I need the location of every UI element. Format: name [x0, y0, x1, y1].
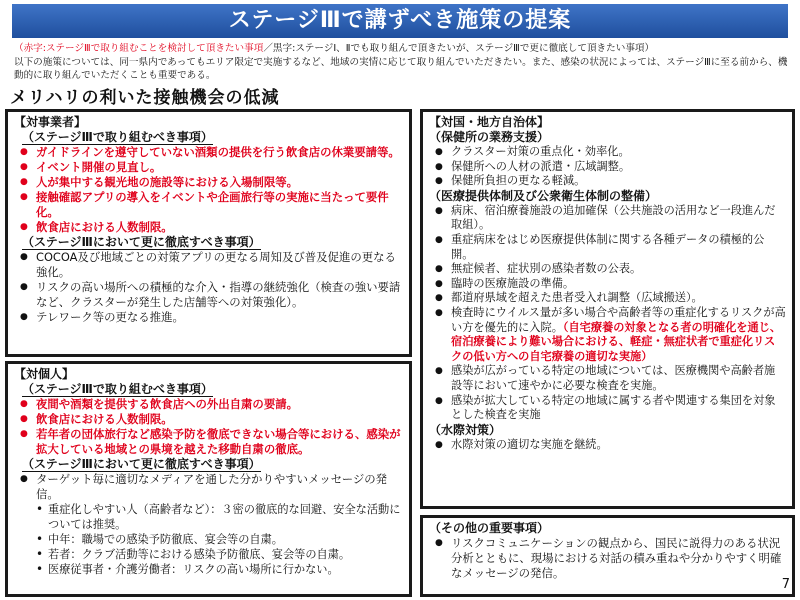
list-item: • 中年：職場での感染予防徹底、宴会等の自粛。 [14, 532, 403, 547]
government-panel [420, 109, 795, 509]
list-item: ● 若年者の団体旅行など感染予防を徹底できない場合等における、感染が拡大している地域との県境を越えた移動自粛の徹底。 [14, 427, 403, 457]
list-item: ● 人が集中する観光地の施設等における入場制限等。 [14, 175, 403, 190]
list-item: ● イベント開催の見直し。 [14, 160, 403, 175]
list-item: ● 感染が拡大している特定の地域に属する者や関連する集団を対象とした検査を実施 [429, 394, 786, 423]
list-item: ● COCOA及び地域ごとの対策アプリの更なる周知及び普及促進の更なる強化。 [14, 250, 403, 280]
border-heading: （水際対策） [429, 422, 502, 437]
individual-further-heading: （ステージⅢにおいて更に徹底すべき事項） [22, 457, 261, 471]
list-item: ● 夜間や酒類を提供する飲食店への外出自粛の要請。 [14, 397, 403, 412]
legend-red-text: （赤字:ステージⅢで取り組むことを検討して頂きたい事項 [14, 43, 264, 54]
page-number: 7 [781, 577, 790, 592]
business-stage3-heading: （ステージⅢで取り組むべき事項） [22, 130, 213, 144]
government-header: 【対国・地方自治体】 [429, 115, 550, 129]
other-list [429, 536, 786, 581]
medical-list [429, 204, 786, 423]
health-center-heading: （保健所の業務支援） [429, 130, 550, 144]
other-panel [420, 515, 795, 597]
list-item: ● 無症候者、症状別の感染者数の公表。 [429, 262, 786, 277]
list-item: ● 重症病床をはじめ医療提供体制に関する各種データの積極的公開。 [429, 233, 786, 262]
list-item: ● 飲食店における人数制限。 [14, 412, 403, 427]
intro-text: 以下の施策については、同一県内であってもエリア限定で実施するなど、地域の実情に応じて取り組んでいただきたい。また、感染の状況によっては、ステージⅢに至る前から、機動的に取り組んでいただくことも重要である。 [14, 57, 788, 81]
list-item: ● 保健所負担の更なる軽減。 [429, 174, 786, 189]
home-care-red-text: （自宅療養の対象となる者の明確化を通じ、宿泊療養により難い場合における、軽症・無症状者で重症化リスクの低い方への自宅療養の適切な実施） [451, 320, 782, 363]
list-item: ● ターゲット毎に適切なメディアを通した分かりやすいメッセージの発信。 [14, 472, 403, 502]
legend-black-text: ／黒字:ステージⅠ、Ⅱでも取り組んで頂きたいが、ステージⅢで更に徹底して頂きたい事項） [263, 43, 655, 54]
medical-heading: （医療提供体制及び公衆衛生体制の整備） [429, 188, 658, 203]
other-header: （その他の重要事項） [429, 521, 550, 535]
list-item: ● 病床、宿泊療養施設の追加確保（公共施設の活用など一段進んだ取組）。 [429, 204, 786, 233]
list-item: ● 保健所への人材の派遣・広域調整。 [429, 160, 786, 175]
individual-sub-list [14, 502, 403, 577]
business-red-list [14, 145, 403, 235]
individual-red-list [14, 397, 403, 457]
list-item: ● 都道府県域を超えた患者受入れ調整（広域搬送）。 [429, 291, 786, 306]
list-item: ● ガイドラインを遵守していない酒類の提供を行う飲食店の休業要請等。 [14, 145, 403, 160]
list-item: ● 飲食店における人数制限。 [14, 220, 403, 235]
border-list [429, 438, 786, 453]
list-item: ● リスクコミュニケーションの観点から、国民に説得力のある状況分析とともに、現場における対話の積み重ねや分かりやすく明確なメッセージの発信。 [429, 536, 786, 581]
list-item: • 若者：クラブ活動等における感染予防徹底、宴会等の自粛。 [14, 547, 403, 562]
individual-header: 【対個人】 [14, 367, 75, 381]
section-subtitle: メリハリの利いた接触機会の低減 [10, 83, 280, 111]
individual-panel [5, 361, 412, 597]
business-header: 【対事業者】 [14, 115, 87, 129]
priority-text: 検査時にウイルス量が多い場合や高齢者等の重症化するリスクが高い方を優先的に入院。 [451, 305, 786, 334]
page-title: ステージⅢで講ずべき施策の提案 [12, 4, 788, 38]
list-item: ● 臨時の医療施設の準備。 [429, 277, 786, 292]
business-black-list [14, 250, 403, 325]
business-further-heading: （ステージⅢにおいて更に徹底すべき事項） [22, 235, 261, 249]
individual-black-list [14, 472, 403, 502]
list-item: ● 水際対策の適切な実施を継続。 [429, 438, 786, 453]
list-item: • 重症化しやすい人（高齢者など）：３密の徹底的な回避、安全な活動については推奨。 [14, 502, 403, 532]
health-center-list [429, 145, 786, 189]
list-item: ● クラスター対策の重点化・効率化。 [429, 145, 786, 160]
list-item: ● リスクの高い場所への積極的な介入・指導の継続強化（検査の強い要請など、クラスターが発生した店舗等への対策強化）。 [14, 280, 403, 310]
list-item [429, 306, 786, 364]
business-panel [5, 109, 412, 357]
individual-stage3-heading: （ステージⅢで取り組むべき事項） [22, 382, 213, 396]
list-item: ● 感染が広がっている特定の地域については、医療機関や高齢者施設等において速やかに必要な検査を実施。 [429, 364, 786, 393]
list-item: • 医療従事者・介護労働者：リスクの高い場所に行かない。 [14, 562, 403, 577]
list-item: ● 接触確認アプリの導入をイベントや企画旅行等の実施に当たって要件化。 [14, 190, 403, 220]
color-legend [14, 42, 790, 55]
list-item: ● テレワーク等の更なる推進。 [14, 310, 403, 325]
